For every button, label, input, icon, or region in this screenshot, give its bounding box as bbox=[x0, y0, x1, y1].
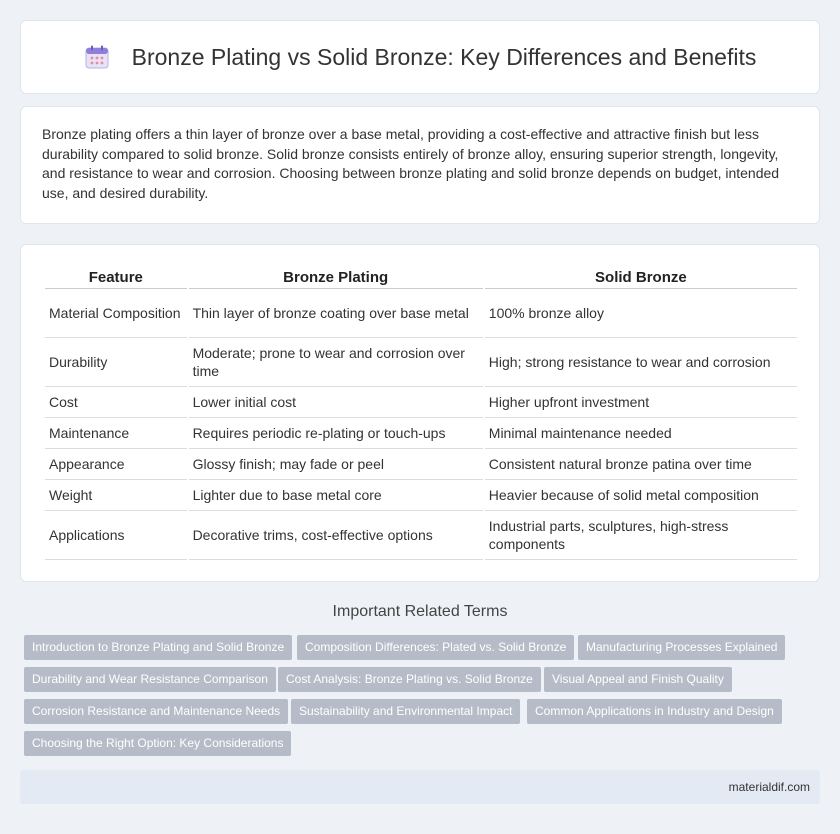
table-cell: Weight bbox=[45, 480, 187, 511]
table-row bbox=[45, 289, 797, 338]
comparison-table bbox=[43, 265, 799, 560]
comparison-card bbox=[20, 244, 820, 582]
table-row bbox=[45, 511, 797, 560]
intro-card bbox=[20, 106, 820, 224]
table-cell: Decorative trims, cost-effective options bbox=[189, 511, 483, 560]
related-term-tag[interactable]: Choosing the Right Option: Key Considerations bbox=[24, 731, 291, 756]
related-term-tag[interactable]: Visual Appeal and Finish Quality bbox=[544, 667, 732, 692]
table-cell: Minimal maintenance needed bbox=[485, 418, 797, 449]
table-cell: Glossy finish; may fade or peel bbox=[189, 449, 483, 480]
footer-site-link[interactable]: materialdif.com bbox=[728, 780, 810, 794]
intro-text: Bronze plating offers a thin layer of bronze over a base metal, providing a cost-effective and attractive finish but less durability compared to solid bronze. Solid bronze consists entirely of bronze alloy, ensuring superior strength, longevity, and resistance to wear and corrosion. Choosing between bronze plating and solid bronze depends on budget, intended use, and desired durability. bbox=[42, 126, 780, 201]
table-row bbox=[45, 449, 797, 480]
table-row bbox=[45, 418, 797, 449]
footer bbox=[20, 770, 820, 804]
table-cell: Lower initial cost bbox=[189, 387, 483, 418]
related-term-tag[interactable]: Corrosion Resistance and Maintenance Needs bbox=[24, 699, 288, 724]
table-cell: Requires periodic re-plating or touch-ups bbox=[189, 418, 483, 449]
table-cell: Appearance bbox=[45, 449, 187, 480]
table-cell: Maintenance bbox=[45, 418, 187, 449]
header-solid-bronze: Solid Bronze bbox=[485, 265, 797, 289]
related-terms-title: Important Related Terms bbox=[332, 603, 508, 620]
related-term-tag[interactable]: Common Applications in Industry and Design bbox=[527, 699, 782, 724]
table-cell: Consistent natural bronze patina over time bbox=[485, 449, 797, 480]
table-cell: Heavier because of solid metal composition bbox=[485, 480, 797, 511]
related-term-tag[interactable]: Durability and Wear Resistance Comparison bbox=[24, 667, 276, 692]
table-cell: Applications bbox=[45, 511, 187, 560]
table-cell: Durability bbox=[45, 338, 187, 387]
table-cell: 100% bronze alloy bbox=[485, 289, 797, 338]
page-title: Bronze Plating vs Solid Bronze: Key Differences and Benefits bbox=[131, 43, 757, 70]
table-cell: Higher upfront investment bbox=[485, 387, 797, 418]
header-bronze-plating: Bronze Plating bbox=[189, 265, 483, 289]
table-cell: Lighter due to base metal core bbox=[189, 480, 483, 511]
table-cell: Cost bbox=[45, 387, 187, 418]
table-cell: Material Composition bbox=[45, 289, 187, 338]
title-card bbox=[20, 20, 820, 94]
related-term-tag[interactable]: Composition Differences: Plated vs. Solid Bronze bbox=[297, 635, 574, 660]
table-cell: Moderate; prone to wear and corrosion over time bbox=[189, 338, 483, 387]
table-cell: Thin layer of bronze coating over base metal bbox=[189, 289, 483, 338]
header-feature: Feature bbox=[45, 265, 187, 289]
related-term-tag[interactable]: Sustainability and Environmental Impact bbox=[291, 699, 520, 724]
related-term-tag[interactable]: Introduction to Bronze Plating and Solid Bronze bbox=[24, 635, 292, 660]
calendar-icon bbox=[84, 44, 110, 70]
related-term-tag[interactable]: Manufacturing Processes Explained bbox=[578, 635, 785, 660]
table-header-row bbox=[45, 265, 797, 289]
table-row bbox=[45, 338, 797, 387]
table-cell: Industrial parts, sculptures, high-stress components bbox=[485, 511, 797, 560]
table-cell: High; strong resistance to wear and corrosion bbox=[485, 338, 797, 387]
table-row bbox=[45, 480, 797, 511]
related-term-tag[interactable]: Cost Analysis: Bronze Plating vs. Solid Bronze bbox=[278, 667, 541, 692]
table-row bbox=[45, 387, 797, 418]
